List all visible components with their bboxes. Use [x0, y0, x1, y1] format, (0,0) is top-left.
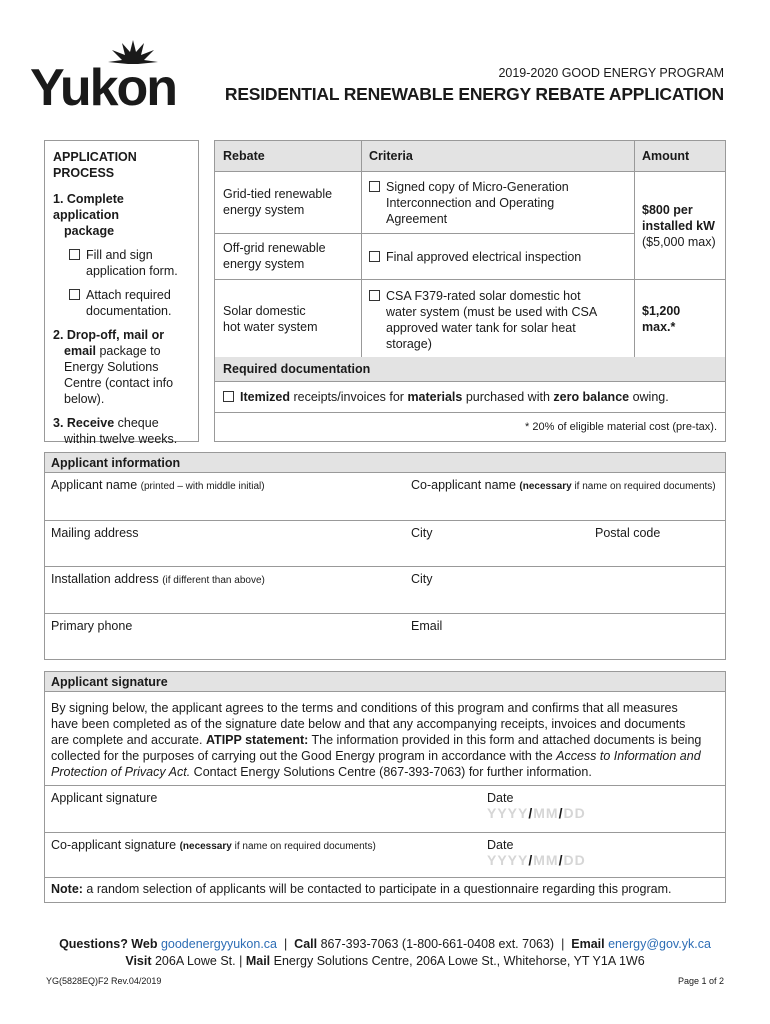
signature-date-field[interactable] — [487, 791, 586, 821]
step-2-label: 2. Drop-off, mail or — [53, 328, 165, 342]
footer-contact-line — [0, 937, 770, 951]
grid-tied-criteria-1: Signed copy of Micro-Generation — [386, 180, 569, 194]
amount-1-line-1: $800 per — [642, 203, 693, 217]
footer-sep-1: | — [283, 937, 288, 951]
note-text: a random selection of applicants will be contacted to participate in a questionnaire regarding this program. — [82, 882, 672, 896]
step-1 — [53, 191, 190, 239]
step-1-label-2: package — [64, 224, 115, 238]
footer-address-line — [0, 954, 770, 968]
signature-date-placeholder — [487, 805, 586, 821]
step-2-text-4: below). — [64, 392, 105, 406]
note-label: Note: — [51, 882, 83, 896]
program-name: 2019-2020 GOOD ENERGY PROGRAM — [498, 66, 724, 80]
step-3 — [53, 415, 190, 447]
amount-1-line-3: ($5,000 max) — [642, 235, 716, 249]
co-sig-note: if name on required documents) — [231, 841, 376, 852]
process-heading-line1: APPLICATION — [53, 150, 137, 164]
mail-label: Mail — [245, 954, 271, 968]
step-3-text-2: within twelve weeks. — [64, 432, 178, 446]
row-off-grid-rebate — [215, 240, 361, 272]
applicant-name-field[interactable] — [51, 478, 265, 492]
amount-per-kw — [634, 202, 725, 250]
col-header-criteria: Criteria — [361, 141, 634, 172]
process-heading — [53, 149, 190, 181]
step-3-text-1: cheque — [114, 416, 159, 430]
terms-line-4b: Access to Information and — [556, 749, 701, 763]
row-solar-rebate — [215, 303, 361, 335]
co-applicant-name-note: if name on required documents) — [571, 481, 716, 492]
step-2-email: email — [64, 344, 96, 358]
req-itemized: Itemized — [240, 390, 291, 404]
off-grid-criteria-1: Final approved electrical inspection — [386, 250, 582, 264]
atipp-label: ATIPP statement: — [205, 733, 309, 747]
city-field[interactable]: City — [411, 526, 433, 540]
grid-tied-criteria-3: Agreement — [386, 212, 448, 226]
co-signature-date-placeholder — [487, 852, 586, 868]
rebate-table — [214, 140, 726, 442]
col-header-amount: Amount — [634, 141, 725, 172]
co-date-mm: MM — [533, 852, 559, 868]
co-date-yyyy: YYYY — [487, 852, 529, 868]
footer-sep-2: | — [561, 937, 565, 951]
step-1-label: 1. Complete application — [53, 192, 124, 222]
applicant-info-section — [44, 452, 726, 660]
fill-sign-text-2: application form. — [86, 264, 178, 278]
installation-address-note: (if different than above) — [162, 575, 265, 586]
terms-line-4a: collected for the purposes of carrying out the Good Energy program in accordance with the — [51, 749, 557, 763]
installation-city-field[interactable]: City — [411, 572, 433, 586]
call-number: 867-393-7063 (1-800-661-0408 ext. 7063) — [320, 937, 555, 951]
step-1-fill-sign — [69, 247, 190, 279]
date-sep-2: / — [558, 805, 564, 821]
web-link[interactable]: goodenergyyukon.ca — [160, 937, 278, 951]
step-1-attach-docs — [69, 287, 190, 319]
required-doc-heading: Required documentation — [215, 357, 725, 381]
co-applicant-signature-label: Co-applicant signature — [51, 838, 177, 852]
electrical-inspection-checkbox[interactable] — [369, 251, 380, 262]
applicant-signature-field[interactable]: Applicant signature — [51, 791, 158, 805]
off-grid-text-1: Off-grid renewable — [223, 241, 326, 255]
row-grid-tied-criteria — [361, 179, 634, 227]
co-applicant-signature-field[interactable] — [51, 838, 376, 852]
co-signature-date-label: Date — [487, 838, 514, 852]
solar-criteria-1: CSA F379-rated solar domestic hot — [386, 289, 581, 303]
terms-line-1: By signing below, the applicant agrees to the terms and conditions of this program and confirms that all measures — [51, 701, 678, 715]
attach-docs-checkbox[interactable] — [69, 289, 80, 300]
co-applicant-necessary: (necessary — [519, 481, 572, 492]
attach-docs-text-1: Attach required — [86, 288, 171, 302]
row-solar-criteria — [361, 288, 634, 352]
req-text-1: receipts/invoices for — [290, 390, 408, 404]
primary-phone-field[interactable]: Primary phone — [51, 619, 133, 633]
step-2 — [53, 327, 190, 407]
amount-2-line-2: max.* — [642, 320, 676, 334]
step-2-text-2: Energy Solutions — [64, 360, 159, 374]
date-dd: DD — [563, 805, 586, 821]
row-grid-tied-rebate — [215, 186, 361, 218]
footer-sep-3: | — [239, 954, 243, 968]
solar-text-2: hot water system — [223, 320, 318, 334]
questions-label: Questions? Web — [59, 937, 158, 951]
postal-code-field[interactable]: Postal code — [595, 526, 661, 540]
terms-line-2: have been completed as of the signature date below and that any accompanying receipts, invoices and documents — [51, 717, 686, 731]
solar-criteria-2: water system (must be used with CSA — [386, 305, 598, 319]
co-date-dd: DD — [563, 852, 586, 868]
applicant-signature-heading: Applicant signature — [45, 672, 725, 692]
applicant-name-note: (printed – with middle initial) — [140, 481, 265, 492]
micro-generation-checkbox[interactable] — [369, 181, 380, 192]
email-label: Email — [571, 937, 605, 951]
co-sig-necessary: (necessary — [179, 841, 232, 852]
visit-address: 206A Lowe St. — [154, 954, 236, 968]
co-date-sep-1: / — [528, 852, 534, 868]
rebate-footnote: * 20% of eligible material cost (pre-tax). — [525, 421, 717, 433]
yukon-logo — [30, 38, 180, 117]
grid-tied-text-2: energy system — [223, 203, 305, 217]
process-heading-line2: PROCESS — [53, 166, 115, 180]
req-zero-balance: zero balance — [553, 390, 630, 404]
amount-1-line-2: installed kW — [642, 219, 715, 233]
csa-solar-checkbox[interactable] — [369, 290, 380, 301]
grid-tied-criteria-2: Interconnection and Operating — [386, 196, 555, 210]
grid-tied-text-1: Grid-tied renewable — [223, 187, 333, 201]
terms-line-3a: are complete and accurate. — [51, 733, 206, 747]
required-doc-row — [215, 389, 725, 405]
installation-address-field[interactable] — [51, 572, 265, 586]
logo-wordmark: Yukon — [30, 59, 177, 117]
call-label: Call — [294, 937, 318, 951]
note-line — [51, 882, 672, 896]
co-date-sep-2: / — [558, 852, 564, 868]
page-number: Page 1 of 2 — [677, 976, 724, 986]
fill-sign-text-1: Fill and sign — [86, 248, 153, 262]
terms-line-3c: The information provided in this form and attached documents is being — [308, 733, 702, 747]
email-link[interactable]: energy@gov.yk.ca — [608, 937, 711, 951]
visit-label: Visit — [125, 954, 152, 968]
email-field[interactable]: Email — [411, 619, 443, 633]
signature-date-label: Date — [487, 791, 514, 805]
applicant-signature-section — [44, 671, 726, 903]
terms-paragraph — [51, 700, 723, 780]
solar-text-1: Solar domestic — [223, 304, 306, 318]
req-text-3: owing. — [629, 390, 669, 404]
itemized-receipts-checkbox[interactable] — [223, 391, 234, 402]
date-mm: MM — [533, 805, 559, 821]
application-process-box — [44, 140, 199, 446]
step-3-label: 3. Receive — [53, 416, 115, 430]
off-grid-text-2: energy system — [223, 257, 305, 271]
fill-sign-checkbox[interactable] — [69, 249, 80, 260]
co-applicant-name-label: Co-applicant name — [411, 478, 516, 492]
row-off-grid-criteria — [361, 249, 634, 265]
amount-2-line-1: $1,200 — [642, 304, 681, 318]
date-yyyy: YYYY — [487, 805, 529, 821]
form-title: RESIDENTIAL RENEWABLE ENERGY REBATE APPLICATION — [224, 84, 724, 104]
solar-criteria-3: approved water tank for solar heat — [386, 321, 576, 335]
req-materials: materials — [407, 390, 463, 404]
applicant-info-heading: Applicant information — [45, 453, 725, 473]
installation-address-label: Installation address — [51, 572, 159, 586]
solar-criteria-4: storage) — [386, 337, 432, 351]
terms-line-5a: Protection of Privacy Act. — [51, 765, 191, 779]
amount-solar — [634, 303, 725, 335]
mail-address: Energy Solutions Centre, 206A Lowe St., Whitehorse, YT Y1A 1W6 — [273, 954, 645, 968]
terms-line-5b: Contact Energy Solutions Centre (867-393-7063) for further information. — [190, 765, 592, 779]
date-sep-1: / — [528, 805, 534, 821]
applicant-name-label: Applicant name — [51, 478, 138, 492]
mailing-address-field[interactable]: Mailing address — [51, 526, 139, 540]
step-2-text-1: package to — [95, 344, 161, 358]
co-applicant-name-field[interactable] — [411, 478, 716, 492]
attach-docs-text-2: documentation. — [86, 304, 172, 318]
co-signature-date-field[interactable] — [487, 838, 586, 868]
col-header-rebate: Rebate — [215, 141, 361, 172]
req-text-2: purchased with — [462, 390, 554, 404]
step-2-text-3: Centre (contact info — [64, 376, 174, 390]
form-code: YG(5828EQ)F2 Rev.04/2019 — [46, 976, 162, 986]
